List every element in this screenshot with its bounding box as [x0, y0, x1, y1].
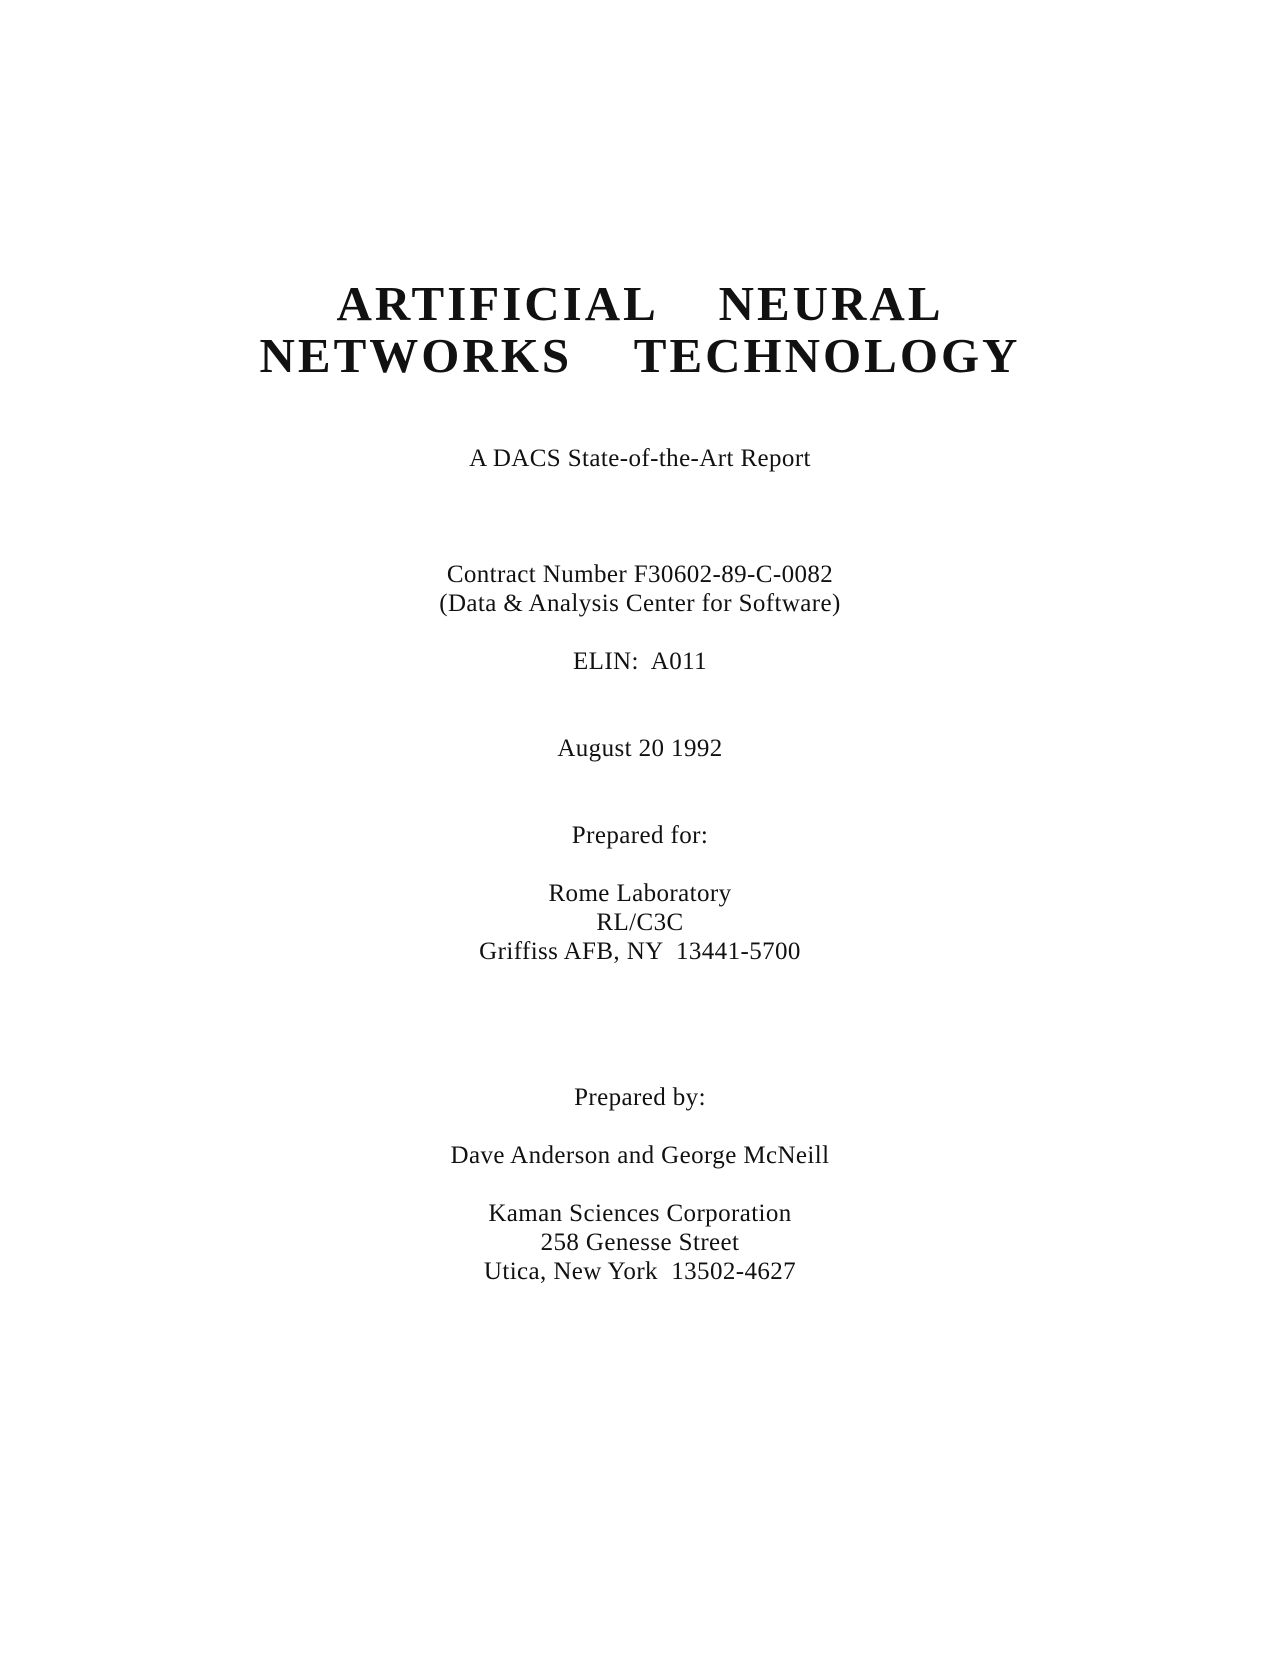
report-subtitle: A DACS State-of-the-Art Report [469, 445, 811, 472]
prepared-for-office: RL/C3C [596, 909, 684, 936]
prepared-by-organization: Kaman Sciences Corporation [488, 1200, 792, 1227]
prepared-for-organization: Rome Laboratory [548, 880, 732, 907]
prepared-for-label: Prepared for: [571, 822, 709, 849]
contract-center: (Data & Analysis Center for Software) [439, 590, 841, 617]
contract-number: Contract Number F30602-89-C-0082 [446, 561, 834, 588]
title-line-1: ARTIFICIAL NEURAL [336, 276, 944, 331]
prepared-by-label: Prepared by: [574, 1084, 706, 1111]
prepared-by-city: Utica, New York 13502-4627 [483, 1258, 797, 1285]
prepared-for-address: Griffiss AFB, NY 13441-5700 [479, 938, 801, 965]
authors: Dave Anderson and George McNeill [450, 1142, 830, 1169]
report-date: August 20 1992 [557, 735, 723, 762]
prepared-by-street: 258 Genesse Street [540, 1229, 740, 1256]
title-line-2: NETWORKS TECHNOLOGY [259, 328, 1021, 383]
elin: ELIN: A011 [572, 648, 707, 675]
